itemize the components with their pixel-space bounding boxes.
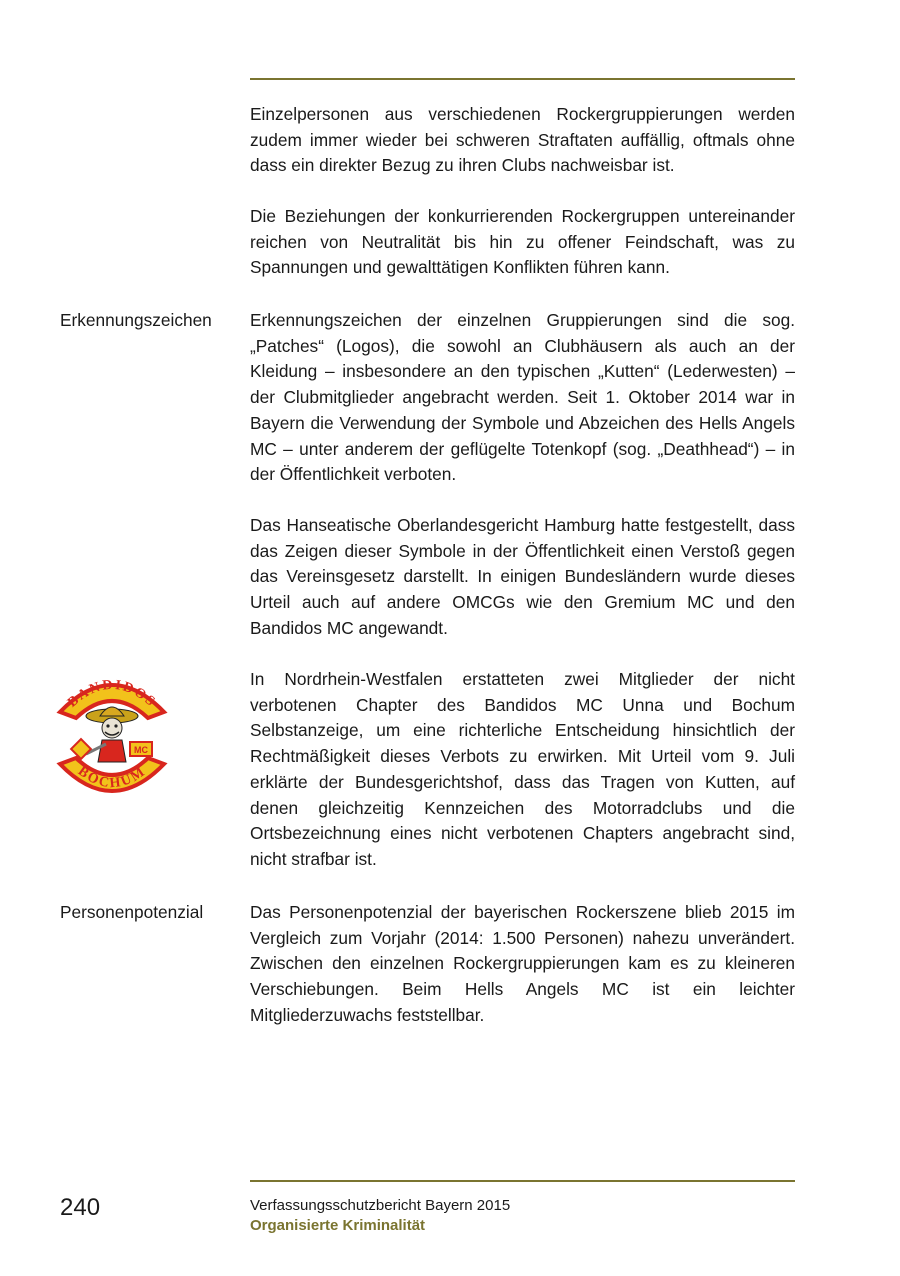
bandidos-bochum-patch-image [56, 672, 168, 802]
svg-text:BOCHUM [75, 764, 149, 792]
patch-bottom-text: BOCHUM [74, 763, 150, 792]
top-rule [250, 78, 795, 80]
paragraph-4: Das Hanseatische Oberlandesgericht Hamburg hatte festgestellt, dass das Zeigen dieser Symbole in der Öffentlichkeit einen Verstoß gegen das Vereinsgesetz darstellt. In einigen Bundesländern wurde dieses Urteil auch auf andere OMCGs wie den Gremium MC und den Bandidos MC angewandt. [250, 515, 795, 638]
footer [250, 1196, 510, 1236]
paragraph-5: In Nordrhein-Westfalen erstatteten zwei Mitglieder der nicht verbotenen Chapter des Bandidos MC Unna und Bochum Selbstanzeige, um eine richterliche Entscheidung hinsichtlich der Rechtmäßigkeit dieses Verbots zu erwirken. Mit Urteil vom 9. Juli erklärte der Bundesgerichtshof, dass das Tragen von Kutten, auf denen gleichzeitig Kennzeichen des Motorradclubs und die Ortsbezeichnung eines nicht verbotenen Chapters angebracht sind, nicht strafbar ist. [250, 669, 795, 869]
page-number: 240 [60, 1194, 101, 1221]
paragraph-2: Die Beziehungen der konkurrierenden Rockergruppen untereinander reichen von Neutralität bis hin zu offener Feindschaft, was zu Spannungen und gewalttätigen Konflikten führen kann. [250, 206, 795, 278]
footer-section: Organisierte Kriminalität [250, 1217, 426, 1234]
footer-title: Verfassungsschutzbericht Bayern 2015 [250, 1197, 511, 1214]
bottom-rule [250, 1180, 795, 1182]
patch-mc-text: MC [134, 745, 148, 755]
side-label-erkennungszeichen: Erkennungszeichen [60, 310, 212, 330]
side-label-personenpotenzial: Personenpotenzial [60, 902, 204, 922]
patch-top-text: BANDIDOS [65, 677, 159, 711]
paragraph-1: Einzelpersonen aus verschiedenen Rockergruppierungen werden zudem immer wieder bei schweren Straftaten auffällig, oftmals ohne dass ein direkter Bezug zu ihren Clubs nachweisbar ist. [250, 104, 795, 176]
paragraph-3: Erkennungszeichen der einzelnen Gruppierungen sind die sog. „Patches“ (Logos), die sowohl an Clubhäusern als auch an der Kleidung – insbesondere an den typischen „Kutten“ (Lederwesten) – der Clubmitglieder angebracht werden. Seit 1. Oktober 2014 war in Bayern die Verwendung der Symbole und Abzeichen des Hells Angels MC – unter anderem der geflügelte Totenkopf (sog. „Deathhead“) – in der Öffentlichkeit verboten. [250, 310, 795, 485]
paragraph-6: Das Personenpotenzial der bayerischen Rockerszene blieb 2015 im Vergleich zum Vorjahr (2014: 1.500 Personen) nahezu unverändert. Zwischen den einzelnen Rockergruppierungen kam es zu kleineren Verschiebungen. Beim Hells Angels MC ist ein leichter Mitgliederzuwachs feststellbar. [250, 902, 795, 1025]
